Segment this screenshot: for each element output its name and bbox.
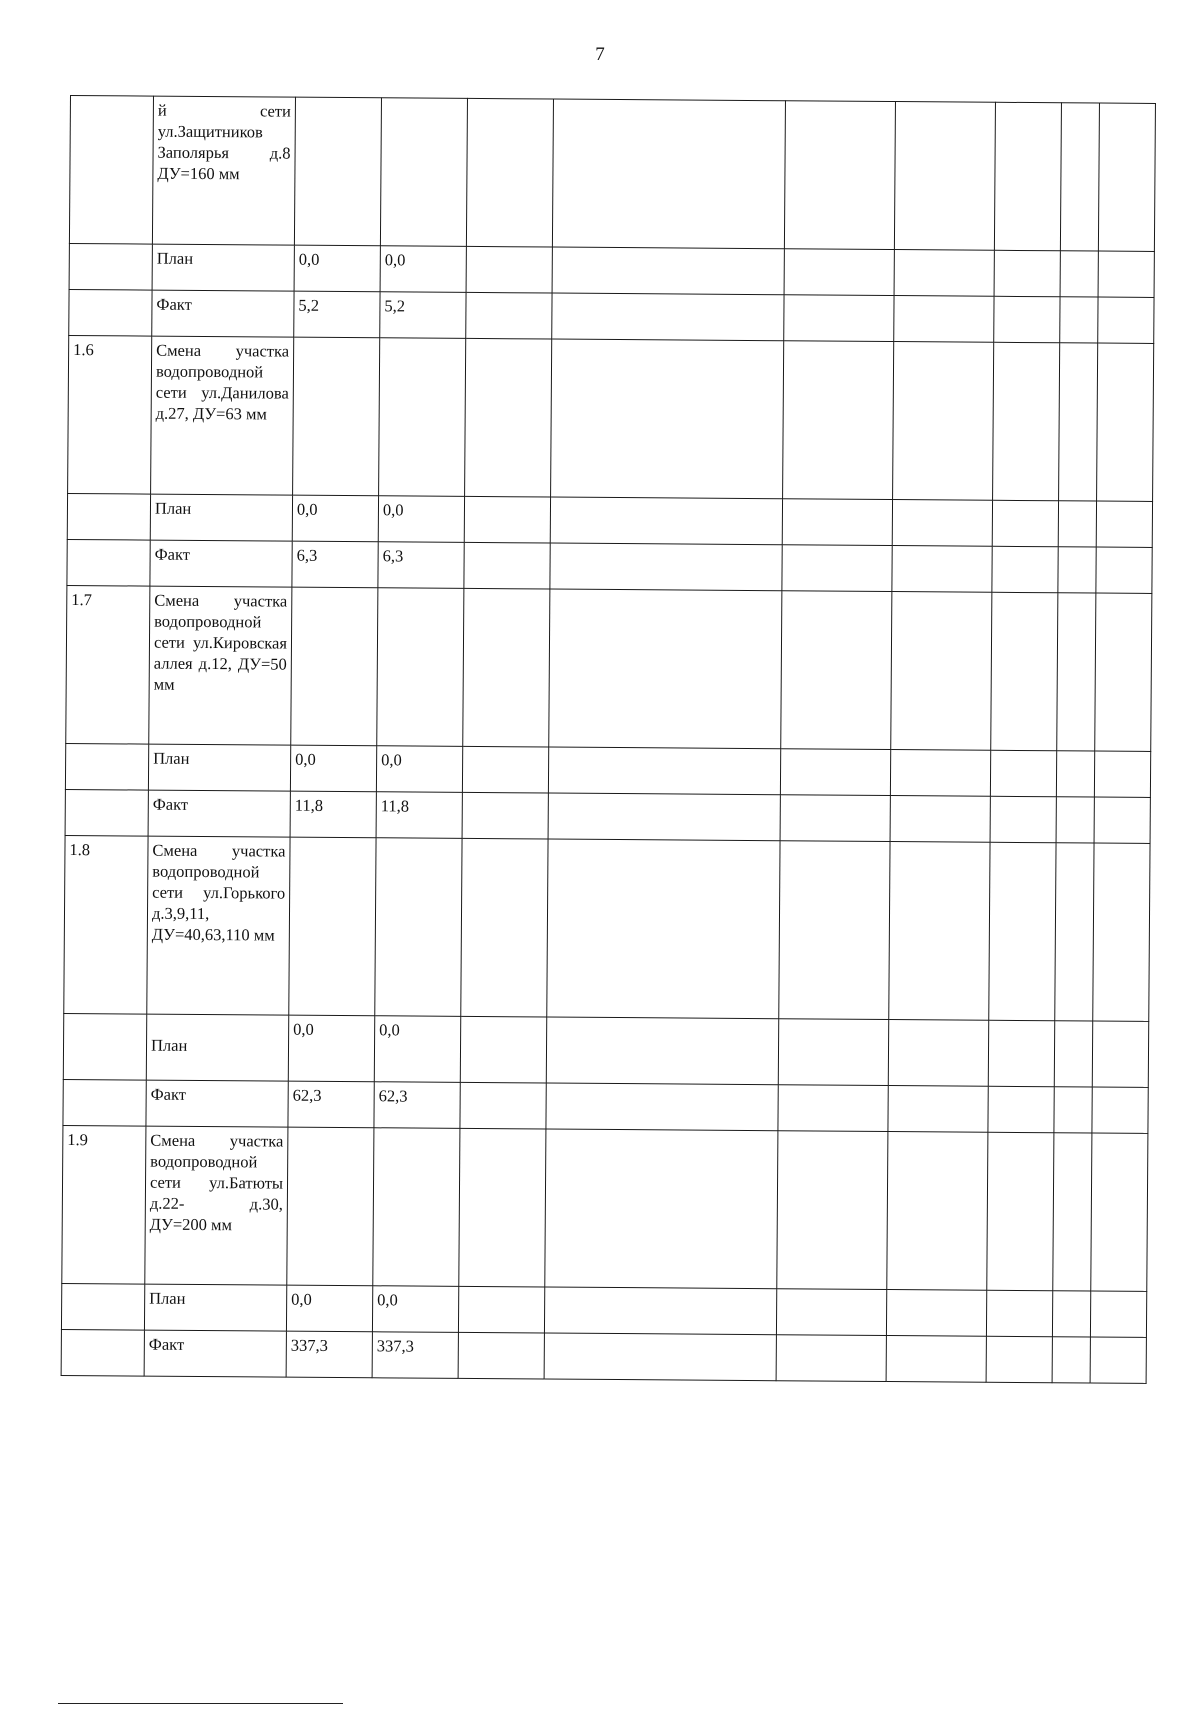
empty-cell [780,795,890,842]
empty-cell [1094,797,1150,843]
table-row [63,1079,1148,1133]
table-row [65,789,1150,843]
empty-cell [886,1290,986,1337]
empty-cell [1052,1337,1090,1383]
fact-label: Факт [148,790,290,837]
empty-cell [63,1079,146,1126]
empty-cell [461,838,548,1017]
fact-value-1: 11,8 [290,791,376,838]
row-number: 1.9 [62,1125,146,1284]
plan-label: План [150,494,292,541]
empty-cell [548,747,780,795]
empty-cell [887,1132,988,1291]
empty-cell [289,837,376,1016]
empty-cell [544,1287,776,1335]
empty-cell [552,99,785,249]
empty-cell [466,292,552,339]
empty-cell [1090,1291,1146,1337]
empty-cell [1055,843,1094,1021]
empty-cell [890,750,990,797]
empty-cell [1098,251,1154,297]
fact-value-2: 6,3 [378,542,464,589]
empty-cell [1056,751,1094,797]
plan-value-2: 0,0 [378,496,464,543]
empty-cell [465,338,552,497]
empty-cell [61,1329,144,1376]
empty-cell [460,1082,546,1129]
empty-cell [544,1333,776,1381]
empty-cell [291,587,378,746]
empty-cell [550,497,782,545]
empty-cell [784,249,894,296]
fact-value-2: 11,8 [376,792,462,839]
plan-value-2: 0,0 [376,746,462,793]
empty-cell [777,1131,888,1290]
empty-cell [784,101,895,250]
empty-cell [466,98,553,247]
row-number [69,96,153,245]
empty-cell [548,793,780,841]
footnote-separator [58,1703,343,1704]
empty-cell [1052,1291,1090,1337]
empty-cell [1098,103,1155,251]
empty-cell [373,1128,460,1287]
document-table-wrapper [61,95,1155,1384]
empty-cell [1056,797,1094,843]
empty-cell [994,250,1060,296]
empty-cell [890,796,990,843]
empty-cell [888,1086,988,1133]
empty-cell [69,289,152,336]
table-row [61,1283,1146,1337]
empty-cell [992,500,1058,546]
empty-cell [1092,1087,1148,1133]
fact-value-1: 62,3 [288,1081,374,1128]
fact-label: Факт [152,290,294,337]
plan-label: План [148,744,290,791]
plan-value-2: 0,0 [380,246,466,293]
plan-label: План [146,1014,288,1081]
empty-cell [783,341,894,500]
empty-cell [464,542,550,589]
table-row [69,289,1154,343]
item-name: Смена участка водопроводной сети ул.Данилова д.27, ДУ=63 мм [151,336,294,495]
fact-value-1: 337,3 [286,1331,372,1378]
empty-cell [1058,547,1096,593]
table-row [67,539,1152,593]
empty-cell [546,1083,778,1131]
item-name: Смена участка водопроводной сети ул.Горького д.3,9,11, ДУ=40,63,110 мм [147,836,290,1015]
empty-cell [65,743,148,790]
empty-cell [782,499,892,546]
empty-cell [776,1335,886,1382]
plan-value-1: 0,0 [288,1015,374,1082]
fact-value-2: 5,2 [380,292,466,339]
empty-cell [892,500,992,547]
plan-value-1: 0,0 [292,495,378,542]
fact-label: Факт [146,1080,288,1127]
empty-cell [1094,751,1150,797]
empty-cell [1054,1087,1092,1133]
empty-cell [545,1129,778,1289]
empty-cell [63,1013,146,1080]
table-row [68,335,1154,501]
empty-cell [551,339,784,499]
empty-cell [466,246,552,293]
empty-cell [780,749,890,796]
plan-value-1: 0,0 [290,745,376,792]
plan-value-2: 0,0 [374,1016,460,1083]
empty-cell [464,496,550,543]
empty-cell [988,1086,1054,1132]
row-number: 1.8 [64,835,148,1014]
item-name: Смена участка водопроводной сети ул.Кировская аллея д.12, ДУ=50 мм [149,586,292,745]
empty-cell [1060,251,1098,297]
empty-cell [894,102,995,251]
fact-value-2: 62,3 [374,1082,460,1129]
empty-cell [782,545,892,592]
empty-cell [462,792,548,839]
empty-cell [781,591,892,750]
empty-cell [990,796,1056,842]
page-number: 7 [595,44,605,65]
document-table [61,95,1156,1384]
table-row [64,835,1150,1021]
table-row [65,743,1150,797]
empty-cell [889,842,990,1021]
empty-cell [994,102,1061,250]
plan-value-1: 0,0 [294,245,380,292]
empty-cell [549,589,782,749]
plan-value-2: 0,0 [372,1286,458,1333]
empty-cell [778,1085,888,1132]
fact-value-2: 337,3 [372,1332,458,1379]
empty-cell [379,338,466,497]
empty-cell [992,546,1058,592]
empty-cell [784,295,894,342]
empty-cell [380,98,467,247]
empty-cell [892,546,992,593]
empty-cell [67,539,150,586]
empty-cell [886,1336,986,1383]
empty-cell [547,839,780,1019]
row-number: 1.7 [66,585,150,744]
empty-cell [552,293,784,341]
empty-cell [1053,1133,1092,1291]
empty-cell [990,750,1056,796]
empty-cell [458,1332,544,1379]
empty-cell [1096,547,1152,593]
empty-cell [1098,297,1154,343]
plan-value-1: 0,0 [286,1285,372,1332]
empty-cell [459,1128,546,1287]
empty-cell [778,1019,888,1086]
empty-cell [69,243,152,290]
empty-cell [550,543,782,591]
table-row [66,585,1152,751]
empty-cell [65,789,148,836]
empty-cell [1093,843,1150,1021]
empty-cell [1059,343,1098,501]
empty-cell [458,1286,544,1333]
empty-cell [460,1016,546,1083]
empty-cell [989,842,1056,1020]
empty-cell [987,1132,1054,1290]
empty-cell [462,746,548,793]
empty-cell [1090,1337,1146,1383]
empty-cell [546,1017,778,1085]
empty-cell [1060,103,1099,251]
empty-cell [779,841,890,1020]
row-number: 1.6 [68,335,152,494]
table-row [69,243,1154,297]
empty-cell [294,97,381,246]
table-row [67,493,1152,547]
table-row [62,1125,1148,1291]
empty-cell [1057,593,1096,751]
empty-cell [287,1127,374,1286]
item-name: й сети ул.Защитников Заполярья д.8 ДУ=160 мм [152,96,295,245]
empty-cell [888,1020,988,1087]
empty-cell [988,1020,1054,1086]
empty-cell [377,588,464,747]
empty-cell [986,1336,1052,1382]
empty-cell [893,342,994,501]
fact-label: Факт [144,1330,286,1377]
empty-cell [1096,501,1152,547]
empty-cell [61,1283,144,1330]
empty-cell [1054,1021,1092,1087]
fact-value-1: 5,2 [294,291,380,338]
empty-cell [894,250,994,297]
empty-cell [375,838,462,1017]
empty-cell [1060,297,1098,343]
plan-label: План [152,244,294,291]
empty-cell [1058,501,1096,547]
table-row [61,1329,1146,1383]
empty-cell [1091,1133,1148,1291]
item-name: Смена участка водопроводной сети ул.Батюты д.22- д.30, ДУ=200 мм [145,1126,288,1285]
table-row [63,1013,1148,1087]
empty-cell [463,588,550,747]
empty-cell [993,342,1060,500]
empty-cell [67,493,150,540]
table-row [69,96,1155,252]
empty-cell [776,1289,886,1336]
empty-cell [1097,343,1154,501]
empty-cell [986,1290,1052,1336]
empty-cell [552,247,784,295]
empty-cell [994,296,1060,342]
empty-cell [991,592,1058,750]
plan-label: План [144,1284,286,1331]
empty-cell [293,337,380,496]
fact-value-1: 6,3 [292,541,378,588]
empty-cell [1095,593,1152,751]
empty-cell [1092,1021,1148,1087]
fact-label: Факт [150,540,292,587]
empty-cell [891,592,992,751]
empty-cell [894,296,994,343]
